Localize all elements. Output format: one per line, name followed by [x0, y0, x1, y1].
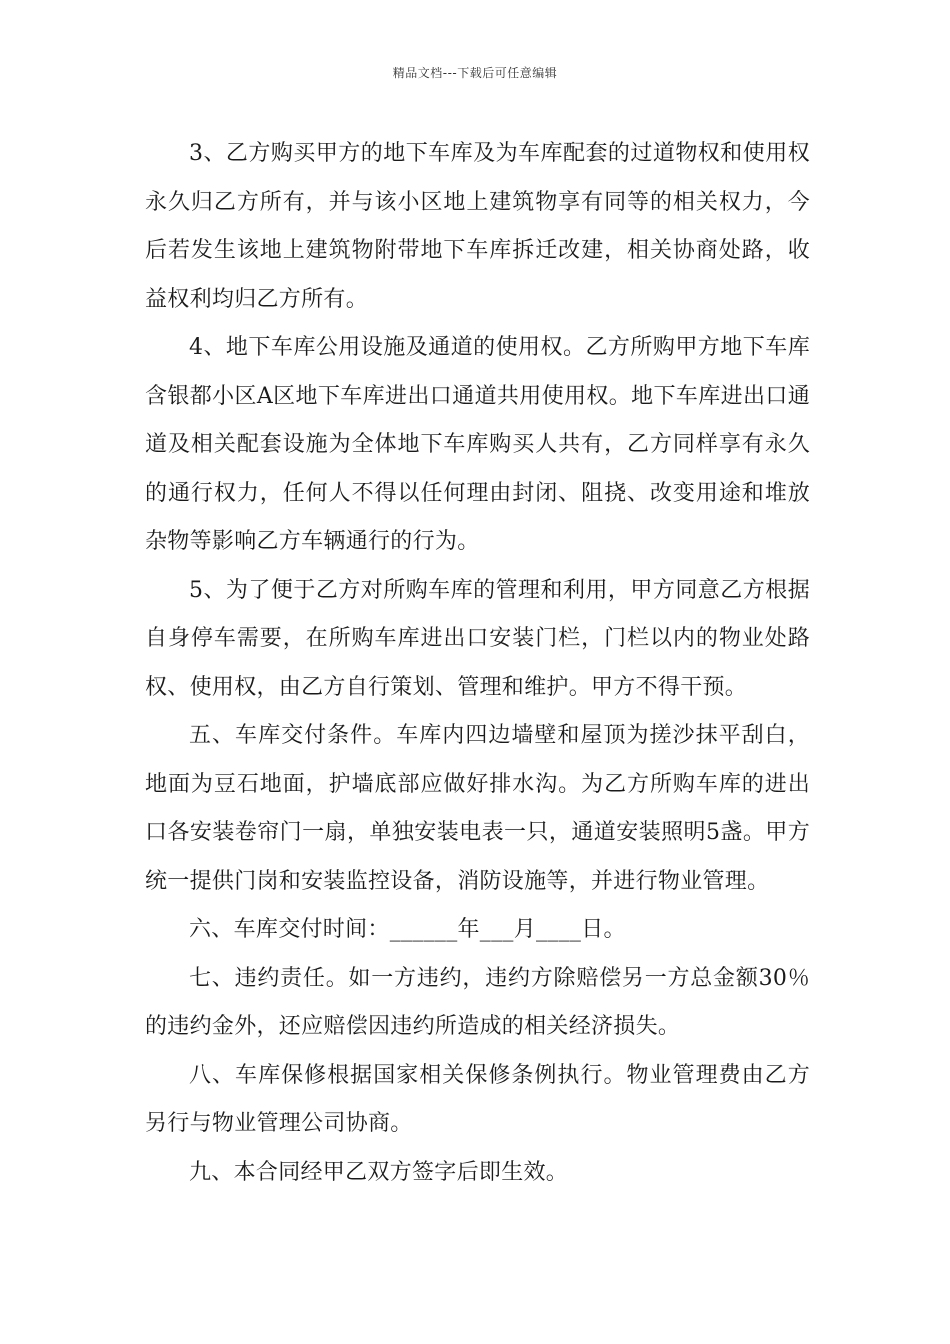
paragraph-clause-4: 4、地下车库公用设施及通道的使用权。乙方所购甲方地下车库含银都小区A区地下车库进出口通道共用使用权。地下车库进出口通道及相关配套设施为全体地下车库购买人共有，乙方同样享有永久的通行权力，任何人不得以任何理由封闭、阻挠、改变用途和堆放杂物等影响乙方车辆通行的行为。: [145, 335, 810, 554]
paragraph-warranty: 八、车库保修根据国家相关保修条例执行。物业管理费由乙方另行与物业管理公司协商。: [145, 1062, 810, 1136]
document-body: [145, 130, 810, 1197]
paragraph-clause-3: 3、乙方购买甲方的地下车库及为车库配套的过道物权和使用权永久归乙方所有，并与该小区地上建筑物享有同等的相关权力，今后若发生该地上建筑物附带地下车库拆迁改建，相关协商处路，收益权利均归乙方所有。: [145, 141, 810, 312]
paragraph-breach-liability: 七、违约责任。如一方违约，违约方除赔偿另一方总金额30％的违约金外，还应赔偿因违约所造成的相关经济损失。: [145, 965, 810, 1039]
paragraph-delivery-time: 六、车库交付时间：______年___月____日。: [189, 917, 626, 942]
paragraph-delivery-conditions: 五、车库交付条件。车库内四边墙壁和屋顶为搓沙抹平刮白，地面为豆石地面，护墙底部应做好排水沟。为乙方所购车库的进出口各安装卷帘门一扇，单独安装电表一只，通道安装照明5盏。甲方统一提供门岗和安装监控设备，消防设施等，并进行物业管理。: [145, 723, 810, 894]
paragraph-clause-5: 5、为了便于乙方对所购车库的管理和利用，甲方同意乙方根据自身停车需要，在所购车库进出口安装门栏，门栏以内的物业处路权、使用权，由乙方自行策划、管理和维护。甲方不得干预。: [145, 577, 810, 700]
paragraph-effective: 九、本合同经甲乙双方签字后即生效。: [189, 1159, 569, 1185]
page-header: 精品文档---下载后可任意编辑: [392, 66, 558, 80]
